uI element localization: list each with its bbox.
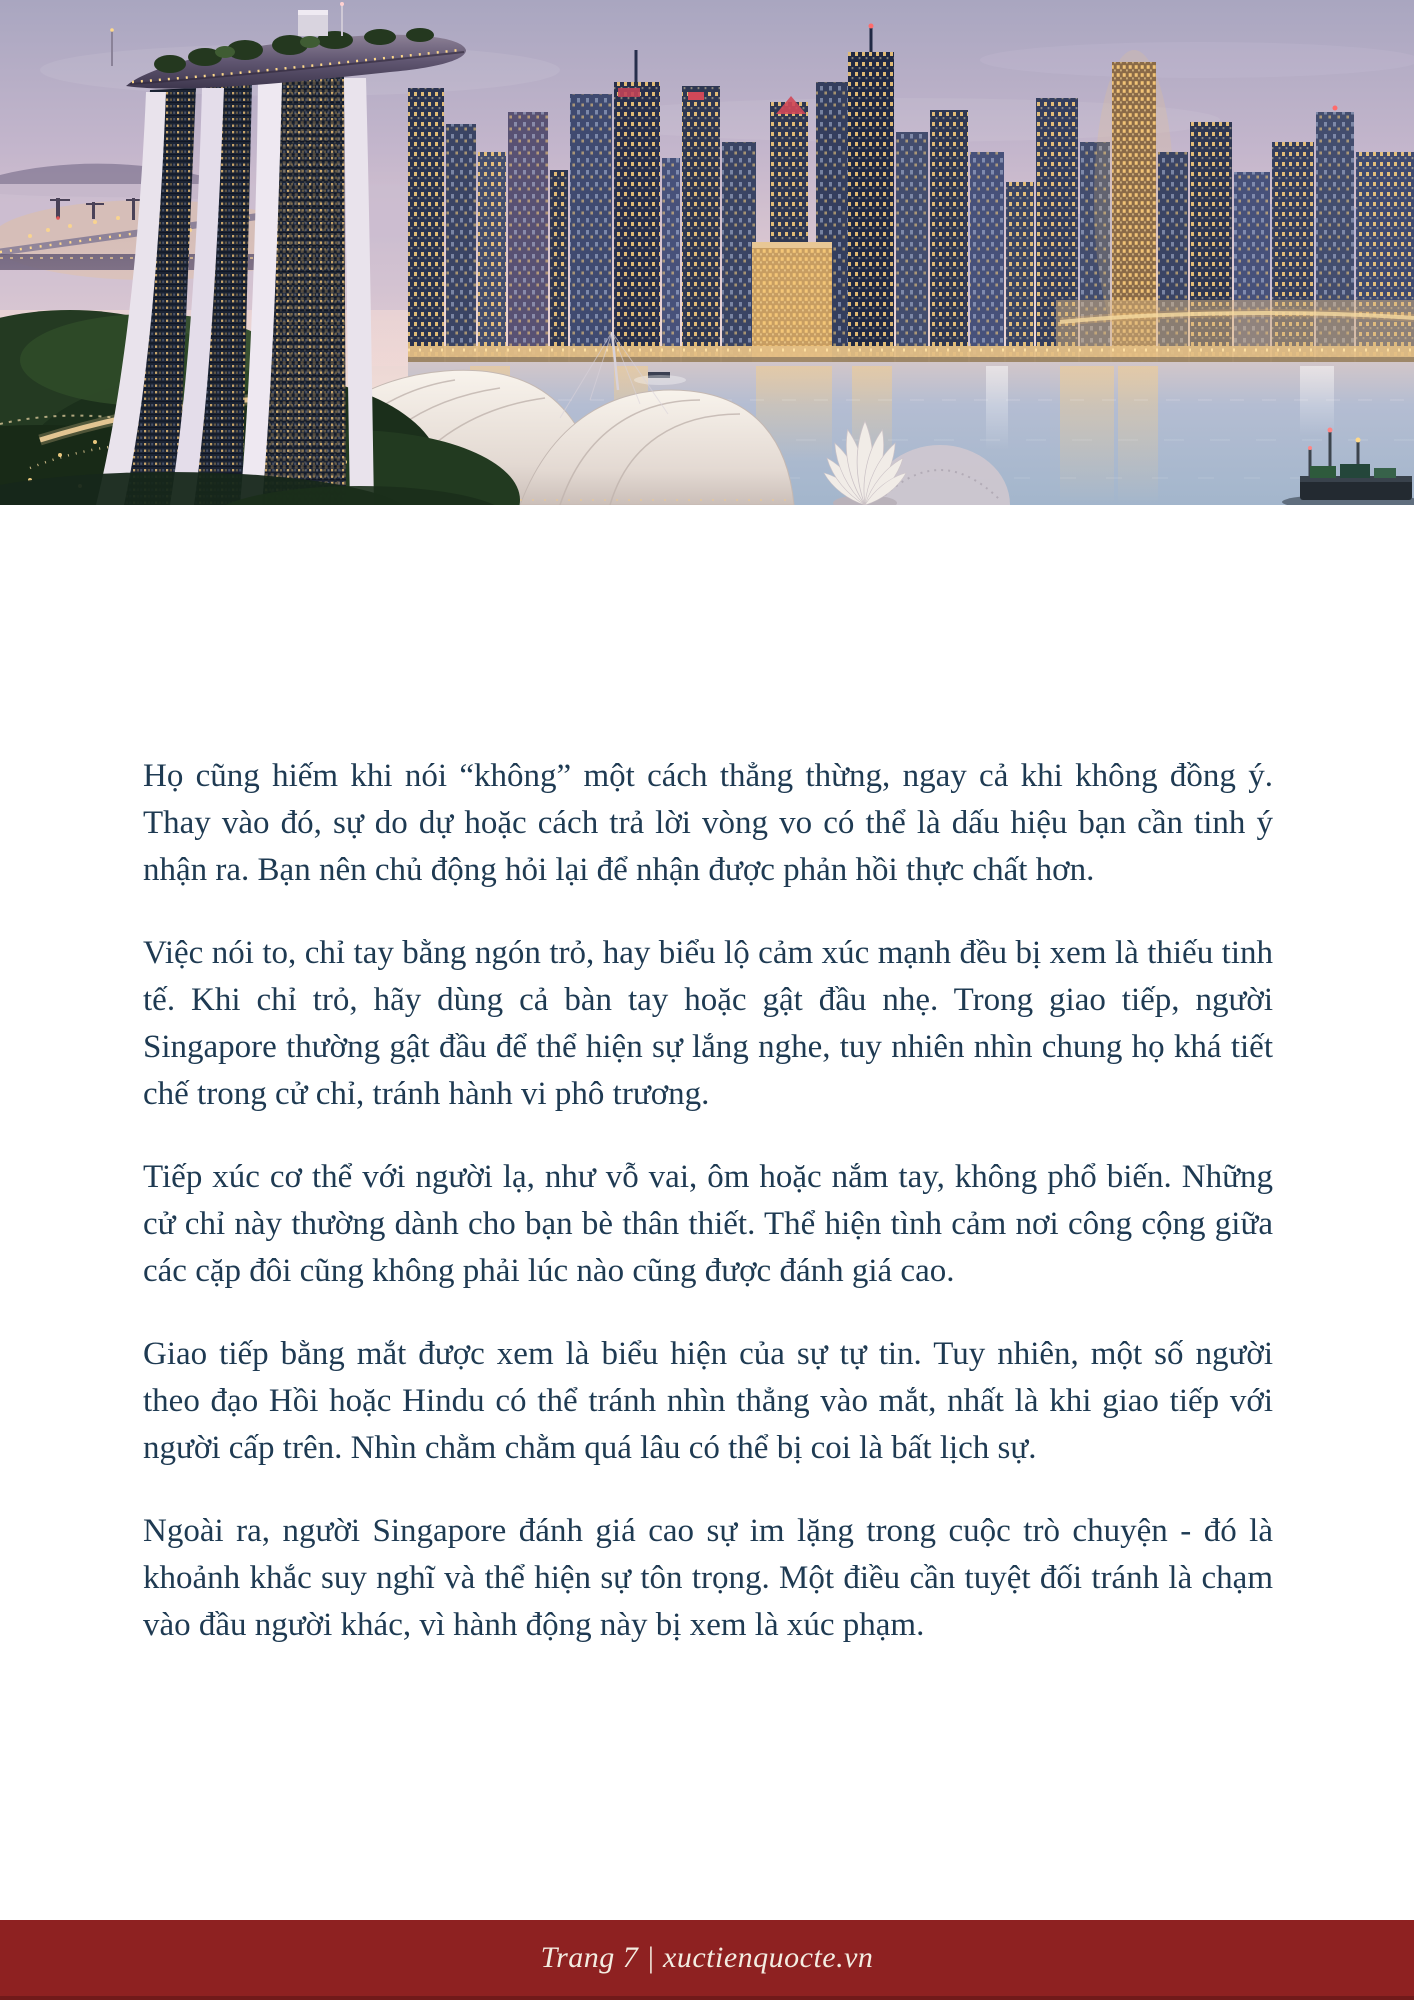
paragraph-5: Ngoài ra, người Singapore đánh giá cao sự im lặng trong cuộc trò chuyện - đó là khoảnh khắc suy nghĩ và thể hiện sự tôn trọng. Một điều cần tuyệt đối tránh là chạm vào đầu người khác, vì hành động này bị xem là xúc phạm.	[143, 1513, 1273, 1643]
paragraph-1: Họ cũng hiếm khi nói “không” một cách thẳng thừng, ngay cả khi không đồng ý. Thay vào đó, sự do dự hoặc cách trả lời vòng vo có thể là dấu hiệu bạn cần tinh ý nhận ra. Bạn nên chủ động hỏi lại để nhận được phản hồi thực chất hơn.	[143, 758, 1273, 888]
footer-page-label: Trang 7 | xuctienquocte.vn	[540, 1941, 874, 1974]
paragraph-2: Việc nói to, chỉ tay bằng ngón trỏ, hay biểu lộ cảm xúc mạnh đều bị xem là thiếu tinh tế. Khi chỉ trỏ, hãy dùng cả bàn tay hoặc gật đầu nhẹ. Trong giao tiếp, người Singapore thường gật đầu để thể hiện sự lắng nghe, tuy nhiên nhìn chung họ khá tiết chế trong cử chỉ, tránh hành vi phô trương.	[143, 935, 1273, 1112]
article	[0, 505, 1414, 1649]
singapore-skyline-illustration	[0, 0, 1414, 505]
footer-bar	[0, 1920, 1414, 2000]
hero-photo	[0, 0, 1414, 505]
page-body	[0, 505, 1414, 1920]
fullerton-building	[752, 242, 832, 362]
paragraph-3: Tiếp xúc cơ thể với người lạ, như vỗ vai, ôm hoặc nắm tay, không phổ biến. Những cử chỉ này thường dành cho bạn bè thân thiết. Thể hiện tình cảm nơi công cộng giữa các cặp đôi cũng không phải lúc nào cũng được đánh giá cao.	[143, 1159, 1273, 1289]
paragraph-4: Giao tiếp bằng mắt được xem là biểu hiện của sự tự tin. Tuy nhiên, một số người theo đạo Hồi hoặc Hindu có thể tránh nhìn thẳng vào mắt, nhất là khi giao tiếp với người cấp trên. Nhìn chằm chằm quá lâu có thể bị coi là bất lịch sự.	[143, 1336, 1273, 1466]
